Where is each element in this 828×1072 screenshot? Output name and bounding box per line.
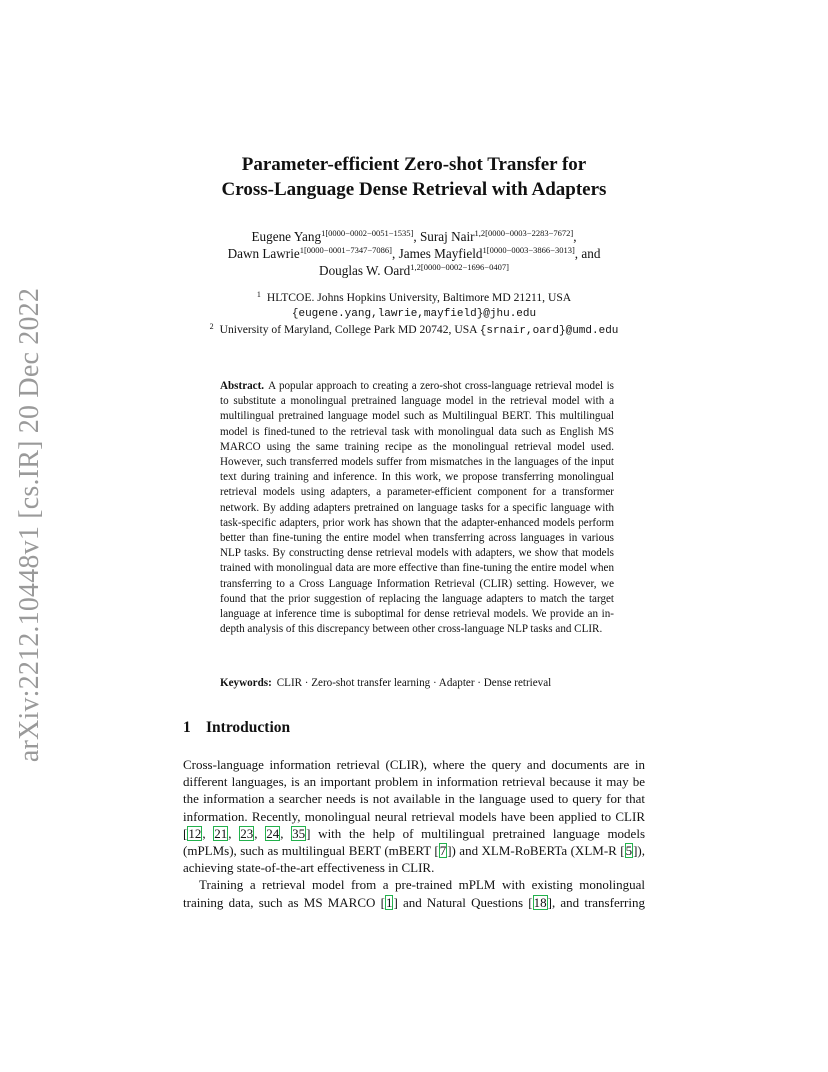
citation-link[interactable]: 24 (266, 825, 280, 841)
keywords-text: CLIR · Zero-shot transfer learning · Adapter · Dense retrieval (276, 677, 552, 689)
citation-link[interactable]: 5 (625, 843, 633, 859)
affiliation-2: $^2$ University of Maryland, College Park MD 20742, USA {srnair,oard}@umd.edu (209, 322, 619, 337)
keywords-label: Keywords: (220, 677, 272, 689)
section-heading (183, 718, 290, 738)
citation-link[interactable]: 1 (385, 894, 393, 910)
author-name: Suraj Nair (419, 229, 475, 244)
arxiv-sidebar (4, 287, 56, 763)
section-number: 1 (183, 719, 191, 736)
citation-link[interactable]: 21 (214, 825, 228, 841)
paragraph: Cross-language information retrieval (CLIR), where the query and documents are in different languages, is an important problem in information retrieval because it may be the information a searcher needs is not available in the language used to query for that information. Recently, monolingual neural retrieval models have been applied to CLIR [12, 21, 23, 24, 35] with the help of multilingual pretrained language models (mPLMs), such as multilingual BERT (mBERT [7]) and XLM-RoBERTa (XLM-R [5]), achieving state-of-the-art effectiveness in CLIR. (183, 757, 646, 876)
author-orcid: 1[0000−0002−0051−1535] (321, 228, 414, 238)
email[interactable]: {srnair,oard}@umd.edu (479, 325, 619, 337)
author-name: Dawn Lawrie (227, 246, 300, 261)
body-text (183, 756, 645, 911)
author-orcid: 1[0000−0003−3866−3013] (482, 245, 575, 255)
author-line-3 (170, 262, 658, 279)
citation-link[interactable]: 12 (188, 825, 202, 841)
arxiv-identifier: arXiv:2212.10448v1 [cs.IR] 20 Dec 2022 (14, 287, 45, 763)
citation-link[interactable]: 18 (533, 894, 547, 910)
author-orcid: 1,2[0000−0002−1696−0407] (410, 262, 509, 272)
author-name: Douglas W. Oard (319, 263, 411, 278)
citation-link[interactable]: 35 (292, 825, 306, 841)
author-name: James Mayfield (398, 246, 483, 261)
title-line-1: Parameter-efficient Zero-shot Transfer for (241, 154, 587, 175)
section-title: Introduction (206, 719, 291, 736)
author-line-2: Dawn Lawrie$^{1[0000-0001-7347-7086]}$, James Mayfield$^{1[0000-0003-3866-3013]}$, and (227, 245, 601, 261)
abstract-text: A popular approach to creating a zero-shot cross-language retrieval model is to substitute a monolingual pretrained language model in the retrieval model with a multilingual pretrained language model such as Multilingual BERT. This multilingual model is fined-tuned to the retrieval task with monolingual data such as English MS MARCO using the same training recipe as the monolingual retrieval model used. However, such transferred models suffer from mismatches in the languages of the input text during training and inference. In this work, we propose transferring monolingual retrieval models using adapters, a parameter-efficient component for a transformer network. By adding adapters pretrained on language tasks for a specific language with task-specific adapters, prior work has shown that the adapter-enhanced models perform better than fine-tuning the entire model when transferring across languages in various NLP tasks. By constructing dense retrieval models with adapters, we show that models trained with monolingual data are more effective than fine-tuning the entire model when transferring to a Cross Language Information Retrieval (CLIR) setting. However, we found that the prior suggestion of replacing the language adapters to match the target language at inference time is suboptimal for dense retrieval models. We provide an in-depth analysis of this discrepancy between other cross-language NLP tasks and CLIR. (220, 380, 614, 636)
citation-link[interactable]: 7 (439, 843, 447, 859)
abstract-label: Abstract. (220, 380, 265, 392)
paper-title (150, 152, 678, 202)
author-line-1: Eugene Yang$^{1[0000-0002-0051-1535]}$, Suraj Nair$^{1,2[0000-0003-2283-7672]}$, (251, 228, 577, 244)
email[interactable]: {eugene.yang,lawrie,mayfield}@jhu.edu (291, 308, 537, 320)
affiliation-1: $^1$ HLTCOE. Johns Hopkins University, Baltimore MD 21211, USA (256, 290, 572, 304)
author-name: Eugene Yang (251, 229, 322, 244)
affiliation-1-email (150, 305, 678, 322)
affiliations (150, 290, 678, 339)
paragraph: Training a retrieval model from a pre-trained mPLM with existing monolingual training data, such as MS MARCO [1] and Natural Questions [18], and transferring (183, 877, 645, 910)
author-orcid: 1[0000−0001−7347−7086] (299, 245, 393, 255)
author-orcid: 1,2[0000−0003−2283−7672] (474, 228, 574, 238)
author-list (170, 228, 658, 279)
abstract (220, 379, 614, 637)
title-line-2: Cross-Language Dense Retrieval with Adapters (221, 179, 607, 200)
citation-link[interactable]: 23 (240, 825, 254, 841)
keywords (220, 676, 614, 691)
